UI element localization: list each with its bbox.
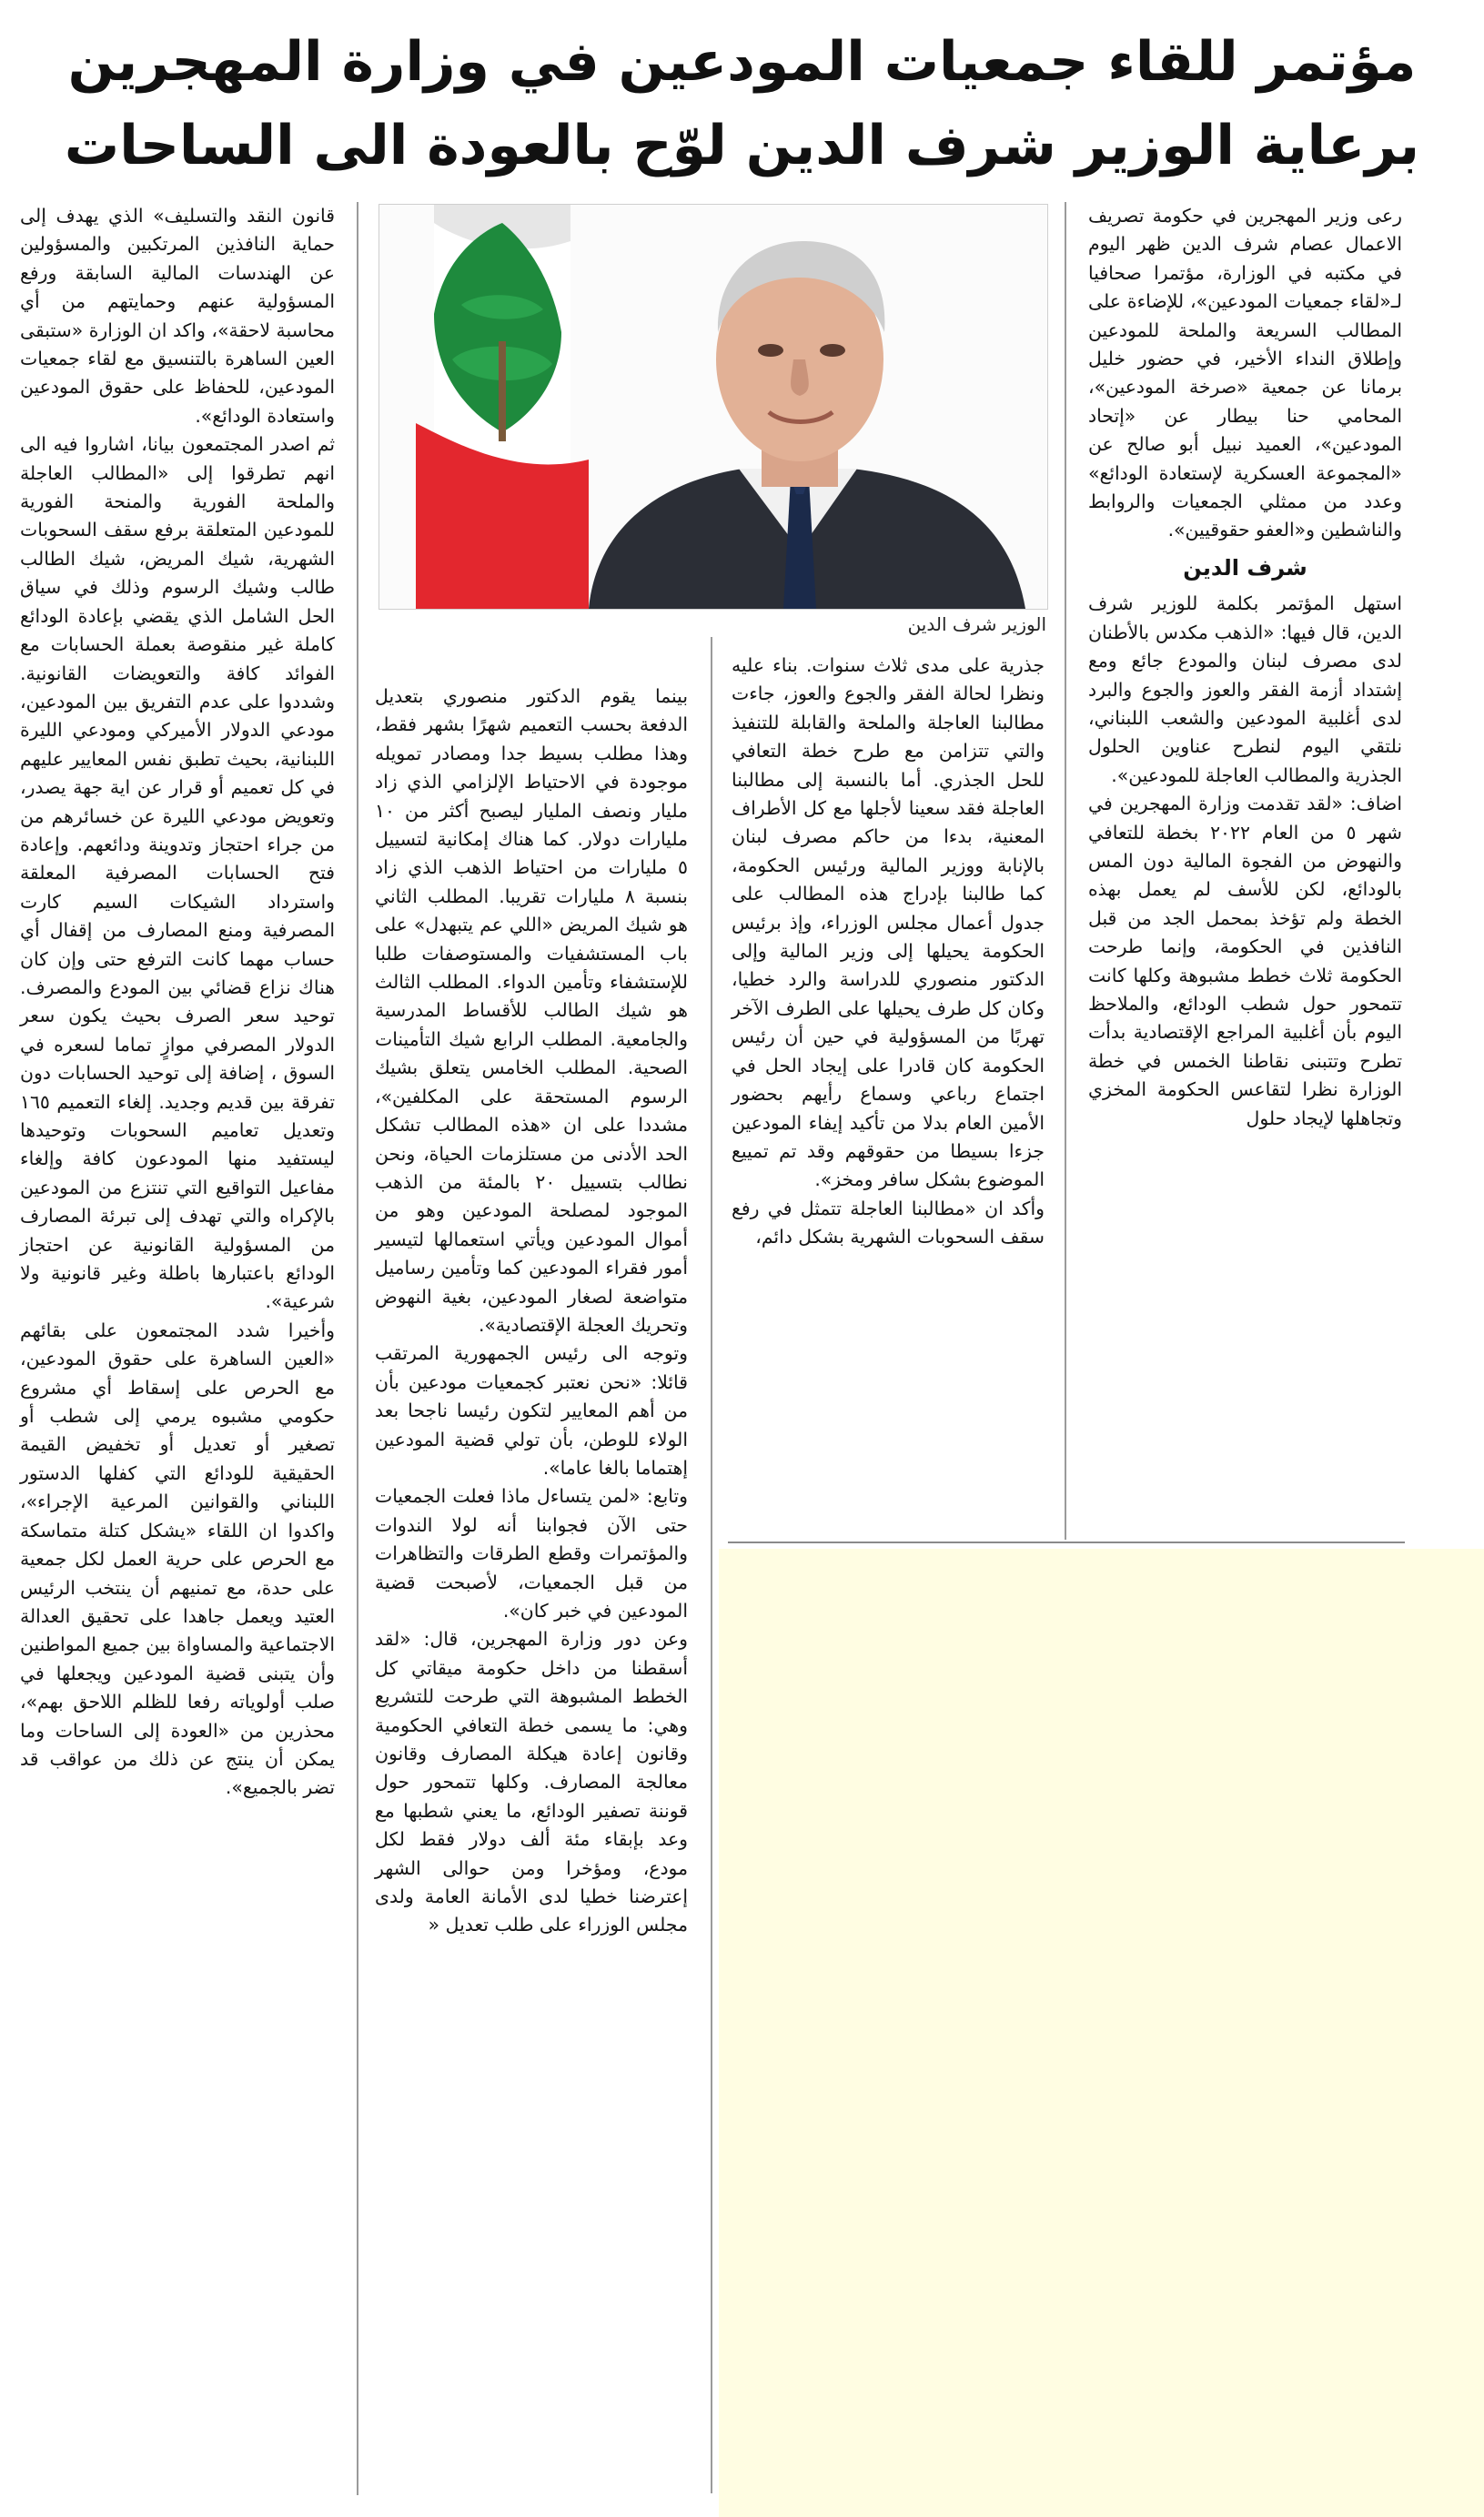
article-column-3 <box>375 682 688 1940</box>
column-3-paragraph-4: وعن دور وزارة المهجرين، قال: «لقد أسقطنا من داخل حكومة ميقاتي كل الخطط المشبوهة التي طرحت للتشريع وهي: ما يسمى خطة التعافي الحكومية وقانون إعادة هيكلة المصارف وقانون معالجة المصارف. وكلها تتمحور حول قوننة تصفير الودائع، ما يعني شطبها مع وعد بإبقاء مئة ألف دولار فقط لكل مودع، ومؤخرا ومن حوالى الشهر إعترضنا خطيا لدى الأمانة العامة ولدى مجلس الوزراء على طلب تعديل « <box>375 1628 688 1936</box>
column-rule <box>711 637 712 2493</box>
column-4-paragraph-3: وأخيرا شدد المجتمعون على بقائهم «العين الساهرة على حقوق المودعين، مع الحرص على إسقاط أي مشروع حكومي مشبوه يرمي إلى شطب أو تصغير أو تعديل أو تخفيض القيمة الحقيقية للودائع التي كفلها الدستور اللبناني والقوانين المرعية الإجراء»، واكدوا ان اللقاء «يشكل كتلة متماسكة مع الحرص على حرية العمل لكل جمعية على حدة، مع تمنيهم أن ينتخب الرئيس العتيد ويعمل جاهدا على تحقيق العدالة الاجتماعية والمساواة بين جميع المواطنين وأن يتبنى قضية المودعين ويجعلها في صلب أولوياته رفعا للظلم اللاحق بهم»، محذرين من «العودة إلى الساحات وما يمكن أن ينتج عن ذلك من عواقب قد تضر بالجميع». <box>19 1319 335 1799</box>
column-3-paragraph-1: بينما يقوم الدكتور منصوري بتعديل الدفعة بحسب التعميم شهرًا بشهر فقط، وهذا مطلب بسيط جدا ومصادر تمويله موجودة في الاحتياط الإلزامي الذي زاد مليار ونصف المليار ليصبح أكثر من ١٠ مليارات دولار. كما هناك إمكانية لتسييل ٥ مليارات من احتياط الذهب الذي زاد بنسبة ٨ مليارات تقريبا. المطلب الثاني هو شيك المريض «اللي عم يتبهدل» على باب المستشفيات والمستوصفات طلبا للإستشفاء وتأمين الدواء. المطلب الثالث هو شيك الطالب للأقساط المدرسية والجامعية. المطلب الرابع شيك التأمينات الصحية. المطلب الخامس يتعلق بشيك الرسوم المستحقة على المكلفين»، مشددا على ان «هذه المطالب تشكل الحد الأدنى من مستلزمات الحياة، ونحن نطالب بتسييل ٢٠ بالمئة من الذهب الموجود لمصلحة المودعين وهو من أموال المودعين ويأتي استعمالها لتيسير أمور فقراء المودعين كما وتأمين رساميل متواضعة لصغار المودعين، بغية النهوض وتحريك العجلة الإقتصادية». <box>375 685 688 1336</box>
column-4-paragraph-1: قانون النقد والتسليف» الذي يهدف إلى حماية النافذين المرتكبين والمسؤولين عن الهندسات المالية السابقة ورفع المسؤولية عنهم وحمايتهم من أي محاسبة لاحقة»، واكد ان الوزارة «ستبقى العين الساهرة بالتنسيق مع لقاء جمعيات المودعين، للحفاظ على حقوق المودعين واستعادة الودائع». <box>20 205 335 427</box>
subheading: شرف الدين <box>1183 554 1307 581</box>
column-3-paragraph-2: وتوجه الى رئيس الجمهورية المرتقب قائلا: «نحن نعتبر كجمعيات مودعين بأن من أهم المعايير لتكون رئيسا ناجحا بعد الولاء للوطن، بأن تولي قضية المودعين إهتماما بالغا عاما». <box>375 1342 688 1479</box>
minister-photo <box>379 204 1048 610</box>
column-3-paragraph-3: وتابع: «لمن يتساءل ماذا فعلت الجمعيات حتى الآن فجوابنا أنه لولا الندوات والمؤتمرات وقطع الطرقات والتظاهرات من قبل الجمعيات، لأصبحت قضية المودعين في خبر كان». <box>375 1485 688 1622</box>
column-1-paragraph-1: رعى وزير المهجرين في حكومة تصريف الاعمال عصام شرف الدين ظهر اليوم في مكتبه في الوزارة، مؤتمرا صحافيا لـ«لقاء جمعيات المودعين»، للإضاءة على المطالب السريعة والملحة للمودعين وإطلاق النداء الأخير، في حضور خليل برمانا عن جمعية «صرخة المودعين»، المحامي حنا بيطار عن «إتحاد المودعين»، العميد نبيل أبو صالح عن «المجموعة العسكرية لإستعادة الودائع» وعدد من ممثلي الجمعيات والروابط والناشطين و«العفو حقوقيين». <box>1088 205 1402 541</box>
column-end-rule <box>728 1542 1405 1543</box>
column-2-paragraph-1: جذرية على مدى ثلاث سنوات. بناء عليه ونظرا لحالة الفقر والجوع والعوز، جاءت مطالبنا العاجلة والملحة والقابلة للتنفيذ والتي تتزامن مع طرح خطة التعافي للحل الجذري. أما بالنسبة إلى مطالبنا العاجلة فقد سعينا لأجلها مع كل الأطراف المعنية، بدءا من حاكم مصرف لبنان بالإنابة ووزير المالية ورئيس الحكومة، كما طالبنا بإدراج هذه المطالب على جدول أعمال مجلس الوزراء، وإذ برئيس الحكومة يحيلها إلى وزير المالية وإلى الدكتور منصوري للدراسة والرد خطيا، وكان كل طرف يحيلها على الطرف الآخر تهربًا من المسؤولية في حين أن رئيس الحكومة كان قادرا على إيجاد الحل في اجتماع رباعي وسماع رأيهم بحضور الأمين العام بدلا من تأكيد إيفاء المودعين جزءا بسيطا من حقوقهم وقد تم تمييع الموضوع بشكل سافر ومخز». <box>732 654 1045 1191</box>
article-column-1 <box>1088 202 1402 1133</box>
column-2-paragraph-2: وأكد ان «مطالبنا العاجلة تتمثل في رفع سقف السحوبات الشهرية بشكل دائم، <box>732 1197 1045 1248</box>
minister-photo-image <box>379 205 1047 609</box>
headline <box>18 20 1466 187</box>
column-1-paragraph-2: استهل المؤتمر بكلمة للوزير شرف الدين، قال فيها: «الذهب مكدس بالأطنان لدى مصرف لبنان والمودع جائع ومع إشتداد أزمة الفقر والعوز والجوع والبرد لدى أغلبية المودعين والشعب اللبناني، نلتقي اليوم لنطرح عناوين الحلول الجذرية والمطالب العاجلة للمودعين». <box>1088 592 1402 786</box>
column-rule <box>357 202 358 2495</box>
column-1-paragraph-3: اضاف: «لقد تقدمت وزارة المهجرين في شهر ٥ من العام ٢٠٢٢ بخطة للتعافي والنهوض من الفجوة المالية دون المس بالودائع، لكن للأسف لم يعمل بهذه الخطة ولم تؤخذ بمحمل الجد من قبل النافذين في الحكومة، وإنما طرحت الحكومة ثلاث خطط مشبوهة وكلها كانت تتمحور حول شطب الودائع، والملاحظ اليوم بأن أغلبية المراجع الإقتصادية بدأت تطرح وتتبنى نقاطنا الخمس في خطة الوزارة نظرا لتقاعس الحكومة المخزي وتجاهلها لإيجاد حلول <box>1088 793 1403 1129</box>
column-rule <box>1065 202 1066 1540</box>
headline-line-2: برعاية الوزير شرف الدين لوّح بالعودة الى الساحات <box>64 114 1420 177</box>
column-4-paragraph-2: ثم اصدر المجتمعون بيانا، اشاروا فيه الى انهم تطرقوا إلى «المطالب العاجلة والملحة الفورية والمنحة الفورية للمودعين المتعلقة برفع سقف السحوبات الشهرية، شيك المريض، شيك الطالب طالب وشيك الرسوم وذلك في سياق الحل الشامل الذي يقضي بإعادة الودائع كاملة غير منقوصة بعملة الحسابات مع الفوائد كافة والتعويضات القانونية. وشددوا على عدم التفريق بين المودعين، مودعي الدولار الأميركي ومودعي الليرة اللبنانية، بحيث تطبق نفس المعايير عليهم في كل تعميم أو قرار عن اية جهة يصدر، وتعويض مودعي الليرة عن خسائرهم من من جراء احتجاز وتدوينة ودائعهم. وإعادة فتح الحسابات المصرفية المعلقة واسترداد الشيكات السيم كارت المصرفية ومنع المصارف من إقفال أي حساب مهما كانت الترفع حتى وإن كان هناك نزاع قضائي بين المودع والمصرف. توحيد سعر الصرف بحيث يكون سعر الدولار المصرفي موازٍ تماما لسعره في السوق ، إضافة إلى توحيد الحسابات دون تفرقة بين قديم وجديد. إلغاء التعميم ١٦٥ وتعديل تعاميم السحوبات وتوحيدها ليستفيد منها المودعون كافة وإلغاء مفاعيل التواقيع التي تنتزع من المودعين بالإكراه والتي تهدف إلى تبرئة المصارف من المسؤولية القانونية عن احتجاز الودائع باعتبارها باطلة وغير قانونية ولا شرعية». <box>20 433 335 1313</box>
article-column-2 <box>732 652 1045 1252</box>
photo-caption: الوزير شرف الدين <box>907 613 1046 635</box>
blank-area <box>719 1549 1484 2517</box>
lebanese-flag <box>416 205 589 609</box>
headline-line-1: مؤتمر للقاء جمعيات المودعين في وزارة المهجرين <box>67 30 1417 94</box>
article-column-4 <box>20 202 335 1803</box>
